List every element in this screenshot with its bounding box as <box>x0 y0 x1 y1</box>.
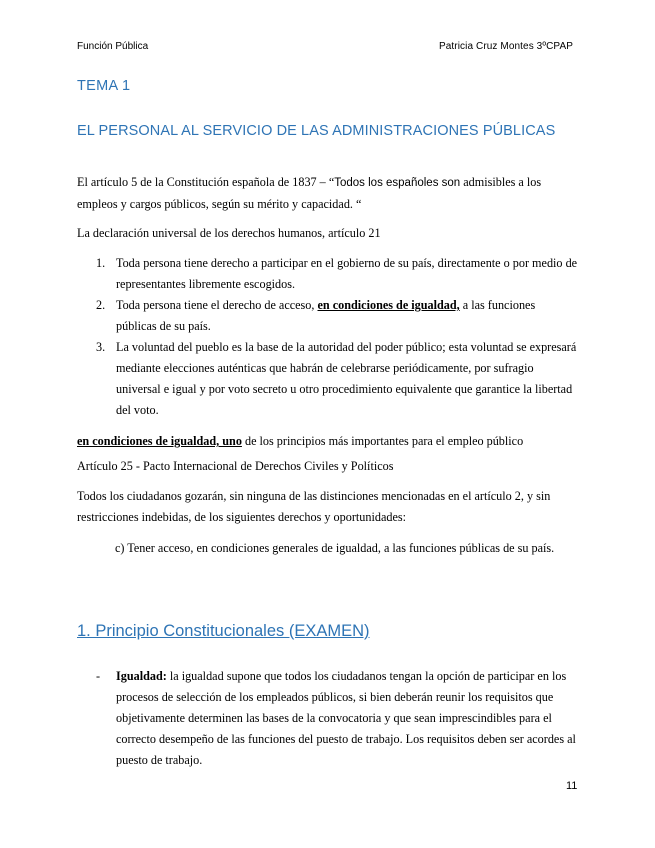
section-heading: 1. Principio Constitucionales (EXAMEN) <box>77 622 370 640</box>
paragraph-citizens: Todos los ciudadanos gozarán, sin ninguna de las distinciones mencionadas en el artículo 2, y sin restricciones indebidas, de los siguientes derechos y oportunidades: <box>77 489 551 524</box>
list-number: 2. <box>96 298 106 312</box>
header-right: Patricia Cruz Montes 3ºCPAP <box>439 41 573 52</box>
list-item <box>96 253 578 295</box>
list-number: 3. <box>96 340 106 354</box>
paragraph-constitution <box>77 172 577 215</box>
list-number: 1. <box>96 256 106 270</box>
bullet-dash: - <box>96 669 101 683</box>
para1-c: admisibles a los empleos y cargos públicos, según su mérito y capacidad <box>77 175 542 211</box>
list-text-pre: Toda persona tiene el derecho de acceso, <box>116 298 318 312</box>
paragraph-equality <box>77 431 577 452</box>
tema-title: TEMA 1 <box>77 78 131 94</box>
paragraph-article25: Artículo 25 - Pacto Internacional de Derechos Civiles y Políticos <box>77 459 394 473</box>
bullet-item <box>96 666 578 771</box>
list-text-post: a las funciones públicas de su país. <box>116 298 536 333</box>
header-left: Función Pública <box>77 41 149 52</box>
bullet-bold: Igualdad: <box>116 669 167 683</box>
list-text: Toda persona tiene derecho a participar en el gobierno de su país, directamente o por medio de representantes libremente escogidos. <box>116 256 578 291</box>
para3-rest: de los principios más importantes para el empleo público <box>241 434 524 448</box>
paragraph-access: c) Tener acceso, en condiciones generales de igualdad, a las funciones públicas de su país. <box>115 541 555 555</box>
list-item <box>96 337 578 421</box>
list-item <box>96 295 578 337</box>
list-text-bold: en condiciones de igualdad, <box>317 298 460 312</box>
list-text: La voluntad del pueblo es la base de la autoridad del poder público; esta voluntad se expresará mediante elecciones auténticas que habrán de celebrarse periódicamente, por sufragio universal e igual y por voto secreto u otro procedimiento equivalente que garantice la libertad del voto. <box>116 340 577 417</box>
para1-b: Todos los españoles son <box>334 177 461 189</box>
section-subtitle: EL PERSONAL AL SERVICIO DE LAS ADMINISTRACIONES PÚBLICAS <box>77 123 556 139</box>
paragraph-declaration: La declaración universal de los derechos humanos, artículo 21 <box>77 226 381 240</box>
para3-bold: en condiciones de igualdad, uno <box>77 434 242 448</box>
bullet-text <box>96 666 578 771</box>
numbered-list <box>96 253 578 421</box>
page-number: 11 <box>566 780 578 792</box>
bullet-body: la igualdad supone que todos los ciudadanos tengan la opción de participar en los procesos de selección de los empleados públicos, si bien deberán reunir los requisitos que objetivamente determinen las bases de la convocatoria y que sean imprescindibles para el correcto desempeño de las funciones del puesto de trabajo. Los requisitos deben ser acordes al puesto de trabajo. <box>116 669 576 767</box>
para1-a: El artículo 5 de la Constitución española de 1837 – “ <box>77 175 335 189</box>
para1-d: . “ <box>349 197 362 211</box>
